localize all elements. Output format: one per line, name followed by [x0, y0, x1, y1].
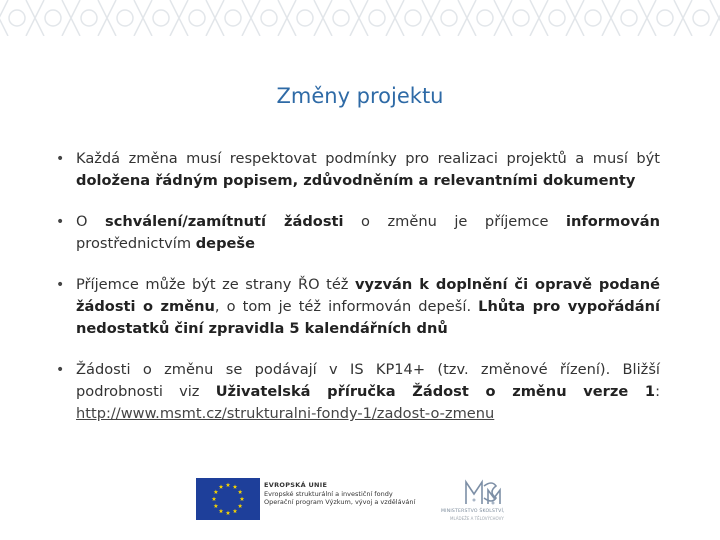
- pattern-circle: [81, 10, 97, 26]
- pattern-circle: [477, 10, 493, 26]
- pattern-stroke: [170, 0, 188, 36]
- eu-line-1: EVROPSKÁ UNIE: [264, 481, 328, 489]
- bold-text: depeše: [195, 235, 255, 252]
- pattern-circle: [9, 10, 25, 26]
- eu-logo-text: [264, 481, 415, 507]
- pattern-stroke: [206, 0, 224, 36]
- eu-flag-logo: [196, 478, 260, 520]
- pattern-circle: [297, 10, 313, 26]
- bullet-item-4: [56, 359, 660, 425]
- slide-title: Změny projektu: [276, 84, 444, 108]
- pattern-stroke: [458, 0, 476, 36]
- bullet-text: [76, 150, 660, 189]
- pattern-circle: [369, 10, 385, 26]
- pattern-circle: [117, 10, 133, 26]
- pattern-circle: [405, 10, 421, 26]
- bullet-text: [76, 213, 660, 252]
- pattern-circle: [585, 10, 601, 26]
- pattern-stroke: [134, 0, 152, 36]
- pattern-circle: [45, 10, 61, 26]
- bullet-item-1: [56, 148, 660, 192]
- bullet-dot: •: [56, 214, 65, 230]
- pattern-circle: [621, 10, 637, 26]
- bullet-dot: •: [56, 362, 65, 378]
- pattern-circle: [153, 10, 169, 26]
- bold-text: informován: [566, 213, 660, 230]
- link-url[interactable]: http://www.msmt.cz/strukturalni-fondy-1/zadost-o-zmenu: [76, 405, 495, 422]
- pattern-stroke: [674, 0, 692, 36]
- bullet-text: [76, 361, 660, 422]
- plain-text: Žádosti o změnu se podávají v IS KP14+ (tzv. změnové řízení). Bližší podrobnosti viz: [76, 361, 660, 400]
- plain-text: o změnu je příjemce: [343, 213, 567, 230]
- pattern-stroke: [638, 0, 656, 36]
- pattern-stroke: [566, 0, 584, 36]
- pattern-stroke: [278, 0, 296, 36]
- pattern-stroke: [26, 0, 44, 36]
- plain-text: , o tom je též informován depeší.: [214, 298, 479, 315]
- pattern-circle: [225, 10, 241, 26]
- pattern-circle: [693, 10, 709, 26]
- pattern-stroke: [494, 0, 512, 36]
- bullet-item-2: [56, 211, 660, 255]
- bold-text: schválení/zamítnutí žádosti: [105, 213, 344, 230]
- pattern-stroke: [314, 0, 332, 36]
- pattern-stroke: [386, 0, 404, 36]
- plain-text: prostřednictvím: [76, 235, 196, 252]
- pattern-stroke: [62, 0, 80, 36]
- bold-text: Uživatelská příručka Žádost o změnu verze 1: [215, 383, 656, 400]
- pattern-stroke: [350, 0, 368, 36]
- bold-text: Lhůta pro vypořádání nedostatků činí zpravidla 5 kalendářních dnů: [76, 298, 660, 337]
- pattern-circle: [189, 10, 205, 26]
- plain-text: Příjemce může být ze strany ŘO též: [76, 276, 355, 293]
- plain-text: :: [655, 383, 660, 400]
- pattern-circle: [333, 10, 349, 26]
- plain-text: O: [76, 213, 106, 230]
- bullet-dot: •: [56, 277, 65, 293]
- pattern-circle: [513, 10, 529, 26]
- msmt-line-2: MLÁDEŽE A TĚLOVÝCHOVY: [450, 516, 504, 521]
- pattern-stroke: [0, 0, 8, 36]
- bullet-list: [56, 148, 660, 444]
- plain-text: Každá změna musí respektovat podmínky pro realizaci projektů a musí být: [76, 150, 660, 167]
- decorative-header-pattern: [0, 0, 720, 36]
- bold-text: doložena řádným popisem, zdůvodněním a relevantními dokumenty: [76, 172, 636, 189]
- pattern-stroke: [242, 0, 260, 36]
- pattern-stroke: [602, 0, 620, 36]
- bullet-item-3: [56, 274, 660, 340]
- bold-text: vyzván k doplnění či opravě podané žádosti o změnu: [76, 276, 660, 315]
- pattern-circle: [657, 10, 673, 26]
- pattern-stroke: [422, 0, 440, 36]
- pattern-circle: [441, 10, 457, 26]
- pattern-stroke: [530, 0, 548, 36]
- eu-line-3: Operační program Výzkum, vývoj a vzdělávání: [264, 498, 416, 506]
- msmt-line-1: MINISTERSTVO ŠKOLSTVÍ,: [441, 509, 505, 514]
- bullet-dot: •: [56, 151, 65, 167]
- bullet-text: [76, 276, 660, 337]
- pattern-stroke: [98, 0, 116, 36]
- pattern-circle: [261, 10, 277, 26]
- pattern-stroke: [710, 0, 720, 36]
- eu-line-2: Evropské strukturální a investiční fondy: [264, 489, 393, 498]
- pattern-circle: [549, 10, 565, 26]
